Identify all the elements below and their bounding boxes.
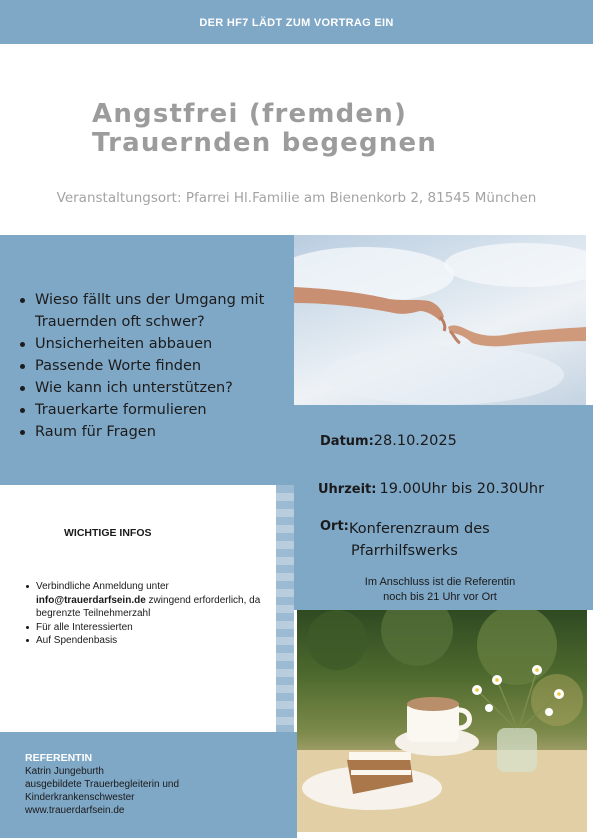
time-row	[318, 481, 544, 497]
info-item: Für alle Interessierten	[26, 621, 270, 635]
hands-illustration	[294, 235, 586, 405]
date-row	[320, 433, 457, 449]
place-label: Ort:	[320, 519, 349, 534]
place-value: Konferenzraum des Pfarrhilfswerks	[349, 521, 490, 559]
topics-list	[18, 289, 264, 443]
venue-text: Veranstaltungsort: Pfarrei Hl.Familie am Bienenkorb 2, 81545 München	[56, 190, 537, 206]
time-value: 19.00Uhr bis 20.30Uhr	[379, 481, 545, 497]
date-label: Datum:	[320, 434, 374, 449]
time-label: Uhrzeit:	[318, 482, 377, 497]
coffee-cake-photo	[297, 610, 587, 832]
date-value: 28.10.2025	[373, 433, 457, 449]
event-title	[92, 100, 572, 158]
referentin-heading: REFERENTIN	[25, 752, 93, 764]
info-item: Auf Spendenbasis	[26, 634, 270, 648]
info-item: Verbindliche Anmeldung unter info@trauerdarfsein.de zwingend erforderlich, da begrenzte Teilnehmerzahl	[26, 580, 270, 621]
topic-item: Trauerkarte formulieren	[18, 399, 264, 421]
decorative-stripes	[276, 485, 294, 732]
registration-email[interactable]: info@trauerdarfsein.de	[36, 594, 146, 606]
referentin-name: Katrin Jungeburth	[25, 766, 104, 777]
referentin-website[interactable]: www.trauerdarfsein.de	[25, 805, 125, 816]
title-line-2: Trauernden begegnen	[92, 128, 438, 158]
referentin-role-1: ausgebildete Trauerbegleiterin und	[25, 779, 179, 790]
topic-item: Unsicherheiten abbauen	[18, 333, 264, 355]
topic-item: Wie kann ich unterstützen?	[18, 377, 264, 399]
topics-box	[0, 235, 294, 485]
top-banner	[0, 0, 593, 44]
afterward-note: Im Anschluss ist die Referentin noch bis 21 Uhr vor Ort	[364, 576, 516, 603]
infos-list	[26, 580, 270, 648]
topic-item: Wieso fällt uns der Umgang mit Trauernden oft schwer?	[18, 289, 264, 333]
topic-item: Passende Worte finden	[18, 355, 264, 377]
infos-heading: WICHTIGE INFOS	[64, 527, 152, 539]
referentin-role-2: Kinderkrankenschwester	[25, 792, 135, 803]
topic-item: Raum für Fragen	[18, 421, 264, 443]
coffee-cake-illustration	[297, 610, 587, 832]
title-line-1: Angstfrei (fremden)	[92, 99, 408, 129]
banner-text: DER HF7 LÄDT ZUM VORTRAG EIN	[199, 17, 394, 29]
referentin-box	[0, 732, 297, 838]
hands-photo	[294, 235, 586, 405]
